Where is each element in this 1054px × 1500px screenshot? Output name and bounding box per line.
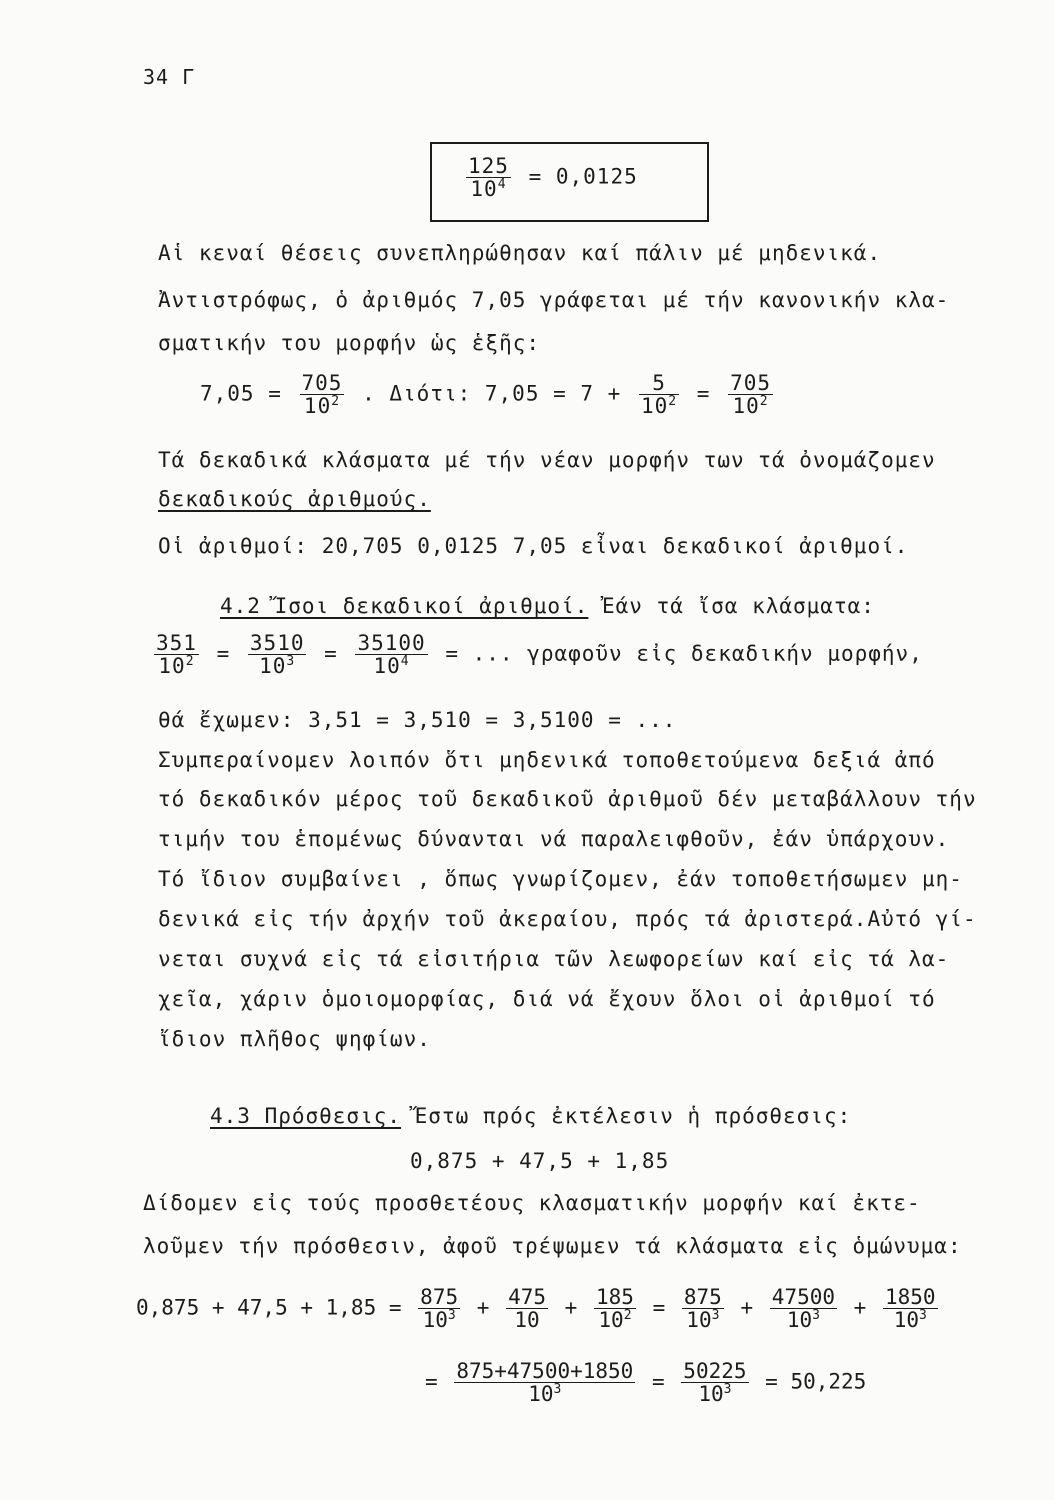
fraction: $\frac{185}{10^2}$ bbox=[595, 1285, 634, 1332]
fraction: $\frac{351}{10^2}$ bbox=[156, 631, 197, 678]
paragraph-line: ἴδιον πλῆθος ψηφίων. bbox=[158, 1027, 431, 1051]
fraction: $\frac{875}{10^3}$ bbox=[683, 1285, 722, 1332]
fraction: $\frac{47500}{10^3}$ bbox=[771, 1285, 836, 1332]
equation-2: $\frac{351}{10^2}$ = $\frac{3510}{10^3}$ = $\frac{35100}{10^4}$ = ... γραφοῦν εἰς δεκαδικήν μορφήν, bbox=[156, 631, 923, 678]
fraction: $\frac{875}{10^3}$ bbox=[420, 1285, 459, 1332]
fraction: $\frac{125}{10^4}$ bbox=[468, 154, 509, 201]
fraction: $\frac{705}{10^2}$ bbox=[301, 371, 343, 418]
paragraph-line: λοῦμεν τήν πρόσθεσιν, ἀφοῦ τρέψωμεν τά κλάσματα εἰς ὁμώνυμα: bbox=[143, 1234, 962, 1258]
paragraph-line: τιμήν του ἑπομένως δύνανται νά παραλειφθοῦν, ἐάν ὑπάρχουν. bbox=[158, 827, 950, 851]
fraction: $\frac{35100}{10^4}$ bbox=[357, 631, 426, 678]
section-title: 4.3 Πρόσθεσις. bbox=[210, 1104, 402, 1128]
fraction: $\frac{3510}{10^3}$ bbox=[249, 631, 305, 678]
paragraph-line: Οἱ ἀριθμοί: 20,705 0,0125 7,05 εἶναι δεκαδικοί ἀριθμοί. bbox=[158, 534, 909, 558]
fraction: $\frac{50225}{10^3}$ bbox=[683, 1359, 747, 1406]
equation-4: = $\frac{875+47500+1850}{10^3}$ = $\frac{50225}{10^3}$ = 50,225 bbox=[425, 1359, 867, 1406]
fraction: $\frac{875+47500+1850}{10^3}$ bbox=[456, 1359, 634, 1406]
fraction: $\frac{5}{10^2}$ bbox=[640, 371, 678, 418]
fraction: $\frac{1850}{10^3}$ bbox=[884, 1285, 936, 1332]
equation-3: 0,875 + 47,5 + 1,85 = $\frac{875}{10^3}$ + $\frac{475}{10}$ + $\frac{185}{10^2}$ = $\frac{875}{10^3}$ + $\frac{47500}{10^3}$ + $\frac{1850}{10^3}$ bbox=[136, 1285, 936, 1332]
paragraph-line: Δίδομεν εἰς τούς προσθετέους κλασματικήν μορφήν καί ἐκτε- bbox=[143, 1191, 921, 1215]
boxed-formula: $\frac{125}{10^4}$ = 0,0125 bbox=[468, 154, 638, 201]
paragraph-line: νεται συχνά εἰς τά εἰσιτήρια τῶν λεωφορείων καί εἰς τά λα- bbox=[158, 947, 950, 971]
paragraph-line: Συμπεραίνομεν λοιπόν ὅτι μηδενικά τοποθετούμενα δεξιά ἀπό bbox=[158, 748, 936, 772]
section-heading-4-2: 4.2 Ἴσοι δεκαδικοί ἀριθμοί. Ἐάν τά ἴσα κλάσματα: bbox=[220, 594, 875, 618]
paragraph-line: Αἱ κεναί θέσεις συνεπληρώθησαν καί πάλιν μέ μηδενικά. bbox=[158, 241, 882, 265]
section-title: 4.2 Ἴσοι δεκαδικοί ἀριθμοί. bbox=[220, 594, 589, 618]
paragraph-line: Τά δεκαδικά κλάσματα μέ τήν νέαν μορφήν των τά ὀνομάζομεν bbox=[158, 448, 936, 472]
paragraph-line: θά ἔχωμεν: 3,51 = 3,510 = 3,5100 = ... bbox=[158, 708, 677, 732]
paragraph-line: Ἀντιστρόφως, ὁ ἀριθμός 7,05 γράφεται μέ τήν κανονικήν κλα- bbox=[158, 288, 950, 312]
paragraph-line: τό δεκαδικόν μέρος τοῦ δεκαδικοῦ ἀριθμοῦ δέν μεταβάλλουν τήν bbox=[158, 787, 977, 811]
page-number: 34 Γ bbox=[143, 65, 196, 89]
fraction: $\frac{705}{10^2}$ bbox=[730, 371, 772, 418]
paragraph-line: Τό ἴδιον συμβαίνει , ὅπως γνωρίζομεν, ἐάν τοποθετήσωμεν μη- bbox=[158, 867, 963, 891]
section-heading-4-3: 4.3 Πρόσθεσις. Ἔστω πρός ἐκτέλεσιν ἡ πρόσθεσις: bbox=[210, 1104, 852, 1128]
paragraph-line bbox=[158, 486, 431, 512]
underlined-term: δεκαδικούς ἀριθμούς. bbox=[158, 487, 431, 511]
paragraph-line: δενικά εἰς τήν ἀρχήν τοῦ ἀκεραίου, πρός τά ἀριστερά.Αὐτό γί- bbox=[158, 907, 977, 931]
paragraph-line: χεῖα, χάριν ὁμοιομορφίας, διά νά ἔχουν ὅλοι οἱ ἀριθμοί τό bbox=[158, 987, 936, 1011]
equation-1: 7,05 = $\frac{705}{10^2}$ . Διότι: 7,05 = 7 + $\frac{5}{10^2}$ = $\frac{705}{10^2}$ bbox=[200, 371, 772, 418]
paragraph-line: σματικήν του μορφήν ὡς ἑξῆς: bbox=[158, 331, 541, 355]
sum-expression: 0,875 + 47,5 + 1,85 bbox=[410, 1149, 670, 1173]
fraction: $\frac{475}{10}$ bbox=[508, 1285, 547, 1332]
